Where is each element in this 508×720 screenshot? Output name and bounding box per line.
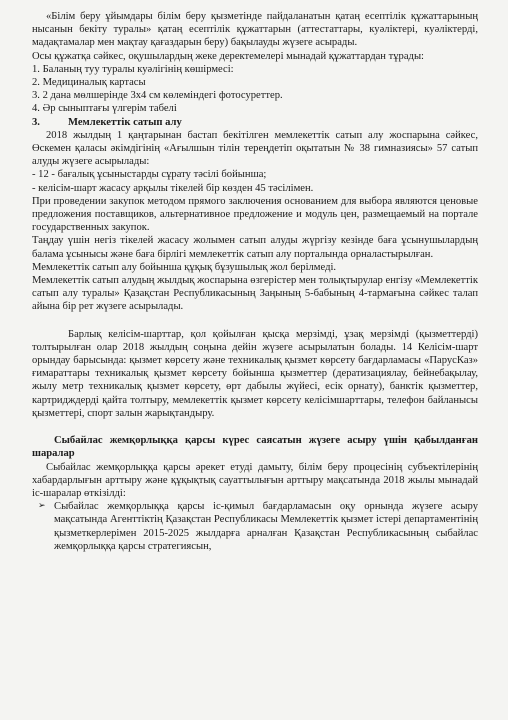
spacer (32, 420, 478, 434)
section-3-heading (32, 116, 478, 129)
procurement-paragraph: 2018 жылдың 1 қаңтарынан бастап бекітілген мемлекеттік сатып алу жоспарына сәйкес, Өскемен қаласы әкімдігінің «Ағылшын тілін тереңдетіп оқытатын № 38 гимназиясы» 57 сатып алуды жүзеге асырылады: (32, 129, 478, 168)
russian-paragraph: При проведении закупок методом прямого заключения основанием для выбора являются ценовые предложения поставщиков, альтернативное предложение и модуль цен, размещаемый на портале государственных закупок. (32, 195, 478, 234)
documents-list-item: 3. 2 дана мөлшерінде 3х4 см көлеміндегі фотосуреттер. (32, 90, 283, 102)
plan-changes-paragraph: Мемлекеттік сатып алудың жылдық жоспарына өзгерістер мен толықтырулар енгізу «Мемлекеттік сатып алу туралы» Қазақстан Республикасының Заңының 5-бабының 4-тармағына сәйкес талап айына бір рет жүзеге асырылады. (32, 275, 478, 313)
section-3-number: 3. (32, 116, 40, 128)
documents-list-item: 4. Әр сыныптағы үлгерім табелі (32, 103, 177, 115)
contracts-paragraph: Барлық келісім-шарттар, қол қойылған қысқа мерзімді, ұзақ мерзімді (қызметтерді) толтырылған олар 2018 жылдың соңына дейін жүзеге асырылатын болады. 14 Келісім-шарт орындау барысында: қызмет көрсету және техникалық қызмет көрсету бағдарламасы «ПарусКаз» ғимараттары техникалық қызмет көрсету бойынша қызметтер (дератизациялау, бейнебақылау, жылу метр техникалық қызмет көрсету, өрт дабылы жүйесі, есік орнату), банктік қызметтер, картридждерді қайта толтыру, мемлекеттік қызмет көрсету келісімшарттары, телефон байланысы қызметтері, спорт залын жарықтандыру. (32, 328, 478, 419)
documents-list-item: 1. Баланың туу туралы куәлігінің көшірмесі: (32, 63, 234, 75)
checkmark-bullet-icon: ➢ (38, 501, 46, 512)
measures-list-item (32, 500, 478, 553)
measures-list-item-text: Сыбайлас жемқорлыққа қарсы іс-қимыл бағдарламасын оқу орнында жүзеге асыру мақсатында Агенттіктің Қазақстан Республикасы Мемлекеттік қызмет істері департаментінің қызметкерлерімен 2015-2025 жылдарға арналған Қазақстан Республикасының сыбайлас жемқорлыққа қарсы стратегиясын, (54, 501, 478, 552)
documents-lead-paragraph: Осы құжатқа сәйкес, оқушылардың жеке деректемелері мынадай құжаттардан тұрады: (32, 50, 424, 62)
section-3-title: Мемлекеттік сатып алу (68, 116, 182, 128)
procurement-item: - келісім-шарт жасасу арқылы тікелей бір көзден 45 тәсілімен. (32, 182, 314, 194)
anticorruption-heading: Сыбайлас жемқорлыққа қарсы күрес саясатын жүзеге асыру үшін қабылданған шаралар (32, 435, 478, 460)
no-violations-paragraph: Мемлекеттік сатып алу бойынша құқық бұзушылық жол берілмеді. (32, 261, 337, 273)
procurement-item: - 12 - бағалық ұсыныстарды сұрату тәсілі бойынша; (32, 169, 267, 181)
intro-paragraph: «Білім беру ұйымдары білім беру қызметінде пайдаланатын қатаң есептілік құжаттарының нысанын бекіту туралы» қатаң есептілік құжаттарын (аттестаттары, куәліктері, куәліктерді, мадақтамалар мен мақтау қағаздарын беру) бақылауды жүзеге асырады. (32, 11, 478, 49)
choice-basis-paragraph: Таңдау үшін негіз тікелей жасасу жолымен сатып алуды жүргізу кезінде баға ұсынушылардың балама ұсынысы және баға бірлігі мемлекеттік сатып алу порталында орналастырылған. (32, 235, 478, 260)
measures-list (32, 500, 478, 553)
documents-list-item: 2. Медициналық картасы (32, 77, 146, 89)
spacer (32, 314, 478, 328)
documents-list (32, 63, 478, 116)
anticorruption-paragraph: Сыбайлас жемқорлыққа қарсы әрекет етуді дамыту, білім беру процесінің субъектілерінің хабардарлығын арттыру және құқықтық сауаттылығын арттыру мақсатында 2018 жылы мынадай іс-шаралар өткізілді: (32, 461, 478, 499)
